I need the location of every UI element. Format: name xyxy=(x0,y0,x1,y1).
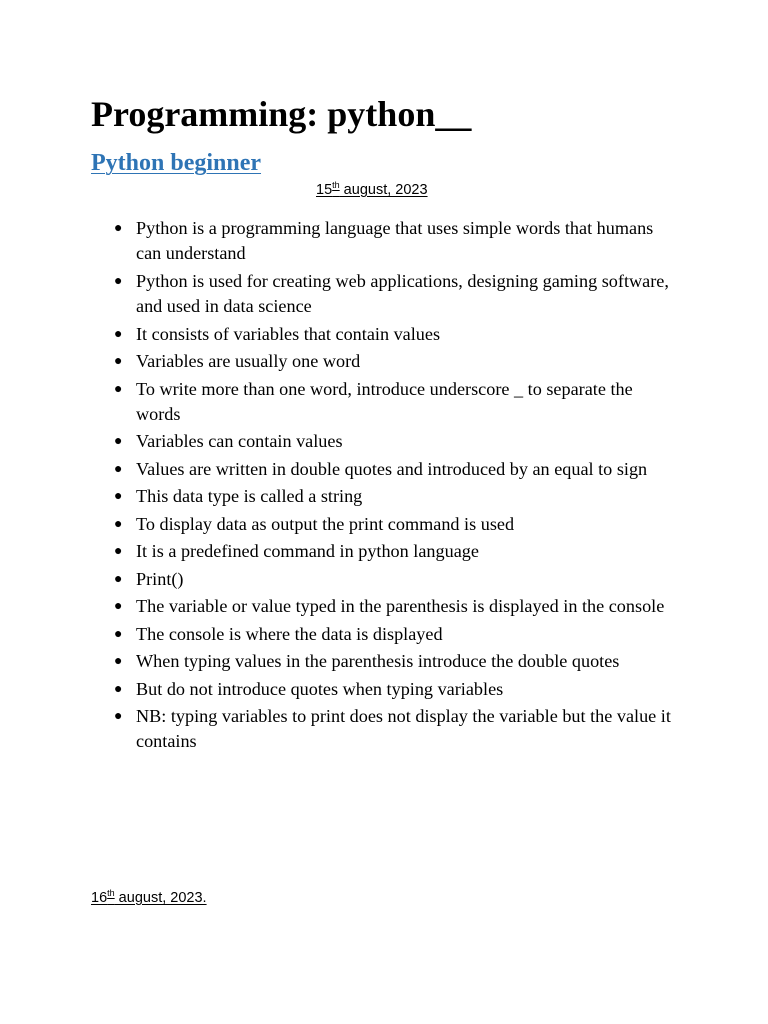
list-item-text: To write more than one word, introduce underscore _ to separate the words xyxy=(136,378,633,424)
bullet-icon: ● xyxy=(114,326,123,342)
list-item-text: The console is where the data is displayed xyxy=(136,623,443,644)
bullet-icon: ● xyxy=(114,354,123,370)
bullet-icon: ● xyxy=(114,461,123,477)
list-item xyxy=(91,622,681,647)
date-1-rest: august, 2023 xyxy=(339,182,428,198)
list-item-text: Values are written in double quotes and introduced by an equal to sign xyxy=(136,458,648,479)
list-item-text: This data type is called a string xyxy=(136,486,363,507)
list-item xyxy=(91,457,681,482)
bullet-icon: ● xyxy=(114,626,123,642)
list-item-text: But do not introduce quotes when typing variables xyxy=(136,678,504,699)
bullet-icon: ● xyxy=(114,571,123,587)
date-2-day: 16 xyxy=(91,890,108,906)
list-item xyxy=(91,269,681,320)
date-2-suffix: th xyxy=(107,888,115,898)
notes-list xyxy=(91,216,681,757)
bullet-icon: ● xyxy=(114,516,123,532)
list-item xyxy=(91,377,681,428)
bullet-icon: ● xyxy=(114,381,123,397)
list-item-text: Python is used for creating web applications, designing gaming software, and used in data science xyxy=(136,270,669,317)
list-item xyxy=(91,594,681,619)
bullet-icon: ● xyxy=(114,489,123,505)
bullet-icon: ● xyxy=(114,599,123,615)
bullet-icon: ● xyxy=(114,654,123,670)
bullet-icon: ● xyxy=(114,273,123,289)
list-item xyxy=(91,484,681,509)
list-item xyxy=(91,649,681,674)
page-subtitle: Python beginner xyxy=(91,150,262,176)
list-item xyxy=(91,322,681,347)
date-2-rest: august, 2023. xyxy=(114,890,207,906)
list-item xyxy=(91,429,681,454)
list-item-text: To display data as output the print command is used xyxy=(136,513,515,534)
list-item-text: NB: typing variables to print does not display the variable but the value it contains xyxy=(136,706,671,752)
list-item xyxy=(91,567,681,592)
list-item xyxy=(91,704,681,755)
list-item-text: Variables can contain values xyxy=(136,431,343,452)
list-item xyxy=(91,349,681,374)
date-1-suffix: th xyxy=(332,180,340,190)
date-heading-1 xyxy=(316,181,428,199)
list-item-text: Variables are usually one word xyxy=(136,351,361,372)
list-item xyxy=(91,539,681,564)
list-item xyxy=(91,677,681,702)
bullet-icon: ● xyxy=(114,544,123,560)
list-item-text: When typing values in the parenthesis introduce the double quotes xyxy=(136,651,620,672)
bullet-icon: ● xyxy=(114,434,123,450)
date-heading-2 xyxy=(91,889,207,907)
bullet-icon: ● xyxy=(114,709,123,725)
list-item-text: The variable or value typed in the parenthesis is displayed in the console xyxy=(136,596,665,617)
list-item xyxy=(91,512,681,537)
list-item xyxy=(91,216,681,267)
list-item-text: Python is a programming language that uses simple words that humans can understand xyxy=(136,218,654,264)
page-title: Programming: python__ xyxy=(91,94,472,134)
bullet-icon: ● xyxy=(114,221,123,236)
list-item-text: It consists of variables that contain values xyxy=(136,323,441,344)
list-item-text: It is a predefined command in python language xyxy=(136,541,479,562)
date-1-day: 15 xyxy=(316,182,333,198)
bullet-icon: ● xyxy=(114,681,123,697)
list-item-text: Print() xyxy=(136,568,184,589)
